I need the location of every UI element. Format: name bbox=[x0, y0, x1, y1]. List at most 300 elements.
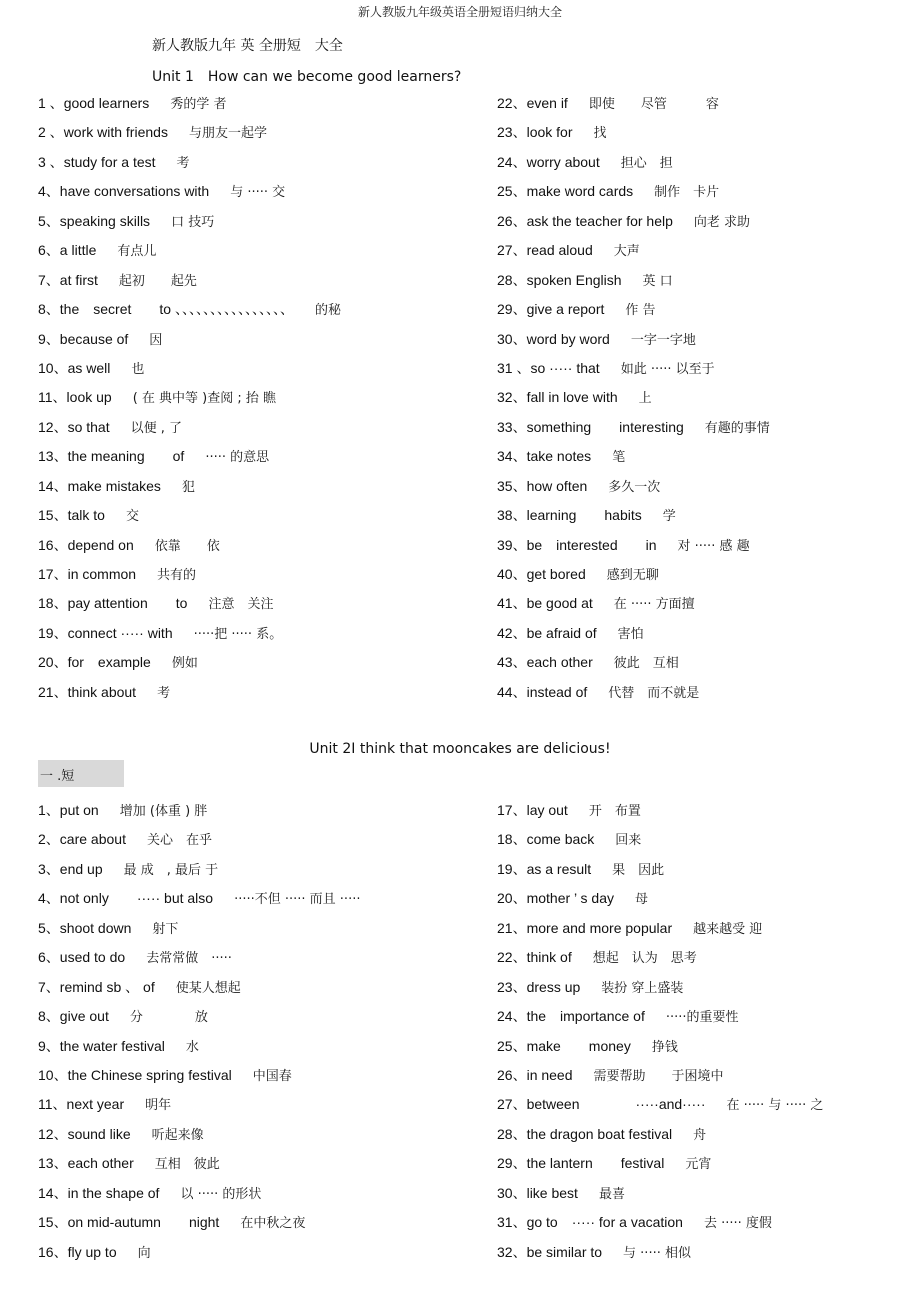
phrase-chinese: 向老 求助 bbox=[693, 214, 751, 230]
phrase-number: 1、 bbox=[38, 802, 60, 818]
phrase-number: 5、 bbox=[38, 919, 60, 936]
phrase-row bbox=[497, 1093, 917, 1122]
phrase-chinese: 有点儿 bbox=[117, 244, 157, 260]
phrase-english: so ····· that bbox=[530, 359, 600, 376]
phrase-row bbox=[38, 504, 488, 533]
phrase-row bbox=[497, 475, 917, 504]
phrase-english: next year bbox=[66, 1096, 125, 1113]
phrase-english: at first bbox=[59, 271, 98, 288]
phrase-number: 3、 bbox=[38, 860, 60, 877]
phrase-row bbox=[497, 976, 917, 1005]
phrase-row bbox=[38, 416, 488, 445]
phrase-row bbox=[497, 1152, 917, 1181]
phrase-number: 12、 bbox=[38, 418, 68, 435]
phrase-number: 18、 bbox=[38, 595, 68, 612]
phrase-english: give out bbox=[59, 1008, 109, 1025]
phrase-english: so that bbox=[67, 418, 110, 435]
phrase-row bbox=[38, 887, 488, 916]
phrase-number: 6、 bbox=[38, 242, 60, 259]
phrase-chinese: 装扮 穿上盛装 bbox=[601, 980, 684, 996]
phrase-row bbox=[497, 298, 917, 327]
phrase-number: 20、 bbox=[497, 890, 527, 907]
phrase-number: 32、 bbox=[497, 389, 527, 406]
phrase-number: 30、 bbox=[497, 1184, 527, 1201]
phrase-chinese: 挣钱 bbox=[651, 1039, 678, 1055]
phrase-english: spoken English bbox=[526, 271, 622, 288]
phrase-number: 22、 bbox=[497, 95, 527, 111]
phrase-english: the Chinese spring festival bbox=[67, 1066, 232, 1083]
phrase-number: 33、 bbox=[497, 418, 527, 435]
phrase-number: 17、 bbox=[497, 802, 527, 818]
phrase-english: be interested in bbox=[526, 536, 657, 553]
phrase-chinese: 感到无聊 bbox=[606, 568, 659, 583]
phrase-row bbox=[38, 622, 488, 651]
phrase-row bbox=[497, 328, 917, 357]
phrase-english: remind sb 、 of bbox=[59, 978, 155, 995]
phrase-english: speaking skills bbox=[59, 212, 151, 229]
phrase-chinese: 害怕 bbox=[617, 626, 644, 642]
phrase-number: 7、 bbox=[38, 978, 60, 995]
phrase-chinese: 秀的学 者 bbox=[170, 97, 227, 112]
phrase-number: 16、 bbox=[38, 1243, 68, 1260]
unit1-title: Unit 1 How can we become good learners? bbox=[152, 69, 462, 85]
phrase-number: 22、 bbox=[497, 949, 527, 966]
phrase-chinese: 注意 关注 bbox=[208, 597, 274, 613]
phrase-number: 11、 bbox=[38, 389, 67, 406]
phrase-chinese: 例如 bbox=[171, 656, 198, 672]
phrase-chinese: 与朋友一起学 bbox=[188, 126, 267, 142]
phrase-number: 23、 bbox=[497, 124, 527, 141]
phrase-number: 24、 bbox=[497, 153, 527, 170]
phrase-number: 13、 bbox=[38, 1155, 68, 1172]
phrase-number: 15、 bbox=[38, 1214, 68, 1231]
phrase-chinese: 在 ····· 与 ····· 之 bbox=[726, 1098, 824, 1114]
phrase-row bbox=[38, 799, 488, 828]
phrase-english: more and more popular bbox=[526, 919, 673, 936]
phrase-number: 25、 bbox=[497, 183, 527, 200]
phrase-row bbox=[38, 1152, 488, 1181]
phrase-row bbox=[497, 917, 917, 946]
phrase-english: used to do bbox=[59, 949, 126, 966]
phrase-chinese: 犯 bbox=[181, 479, 195, 495]
phrase-chinese: 交 bbox=[125, 509, 139, 525]
phrase-english: be similar to bbox=[526, 1243, 603, 1260]
phrase-chinese: 作 告 bbox=[625, 303, 656, 319]
phrase-english: sound like bbox=[67, 1125, 131, 1142]
phrase-number: 15、 bbox=[38, 507, 68, 524]
phrase-row bbox=[497, 416, 917, 445]
phrase-chinese: 代替 而不就是 bbox=[608, 685, 700, 701]
phrase-row bbox=[38, 534, 488, 563]
phrase-english: make money bbox=[526, 1037, 631, 1054]
phrase-chinese: 大声 bbox=[613, 244, 640, 260]
phrase-chinese: 也 bbox=[131, 361, 145, 377]
phrase-row bbox=[497, 386, 917, 415]
phrase-english: have conversations with bbox=[59, 183, 210, 200]
phrase-chinese: 学 bbox=[662, 509, 676, 525]
phrase-row bbox=[497, 180, 917, 209]
phrase-english: take notes bbox=[526, 448, 592, 465]
phrase-chinese: 考 bbox=[157, 685, 171, 701]
phrase-row bbox=[38, 592, 488, 621]
phrase-english: connect ····· with bbox=[67, 624, 173, 641]
phrase-number: 26、 bbox=[497, 212, 527, 229]
phrase-chinese: 果 因此 bbox=[612, 862, 665, 878]
phrase-chinese: 考 bbox=[176, 155, 190, 171]
phrase-chinese: 口 技巧 bbox=[171, 214, 215, 230]
phrase-row bbox=[497, 651, 917, 680]
phrase-chinese: 听起来像 bbox=[151, 1127, 204, 1143]
phrase-english: get bored bbox=[526, 566, 586, 582]
phrase-row bbox=[38, 445, 488, 474]
phrase-english: the water festival bbox=[59, 1037, 165, 1054]
phrase-number: 21、 bbox=[497, 919, 527, 936]
phrase-row bbox=[38, 1182, 488, 1211]
phrase-english: the lantern festival bbox=[526, 1155, 665, 1172]
phrase-number: 18、 bbox=[497, 831, 527, 848]
phrase-number: 44、 bbox=[497, 683, 527, 700]
phrase-chinese: 使某人想起 bbox=[175, 980, 241, 996]
phrase-row bbox=[38, 121, 488, 150]
unit1-left-column bbox=[38, 92, 488, 710]
phrase-row bbox=[38, 386, 488, 415]
phrase-row bbox=[497, 622, 917, 651]
phrase-row bbox=[38, 239, 488, 268]
phrase-row bbox=[497, 946, 917, 975]
phrase-chinese: ·····不但 ····· 而且 ····· bbox=[234, 892, 361, 908]
phrase-row bbox=[497, 563, 917, 592]
phrase-english: be good at bbox=[526, 595, 593, 612]
phrase-english: like best bbox=[526, 1184, 578, 1201]
phrase-chinese: 找 bbox=[593, 126, 607, 142]
phrase-number: 41、 bbox=[497, 595, 527, 612]
unit1-right-column bbox=[497, 92, 917, 710]
phrase-chinese: 与 ····· 交 bbox=[230, 185, 286, 201]
phrase-chinese: 需要帮助 于困境中 bbox=[593, 1068, 724, 1084]
phrase-chinese: 舟 bbox=[693, 1127, 707, 1143]
phrase-english: for example bbox=[67, 654, 151, 671]
phrase-number: 9、 bbox=[38, 1037, 60, 1054]
phrase-chinese: 增加 (体重 ) 胖 bbox=[119, 804, 208, 819]
phrase-english: care about bbox=[59, 831, 126, 848]
phrase-number: 31 、 bbox=[497, 359, 531, 376]
phrase-row bbox=[38, 976, 488, 1005]
phrase-english: on mid-autumn night bbox=[67, 1214, 220, 1231]
phrase-english: the secret to 、、、、、、、、、、、、、、、、 bbox=[59, 301, 294, 318]
phrase-chinese: 共有的 bbox=[157, 568, 197, 583]
phrase-number: 42、 bbox=[497, 624, 527, 641]
phrase-number: 27、 bbox=[497, 242, 527, 259]
phrase-english: each other bbox=[67, 1155, 134, 1172]
phrase-chinese: 越来越受 迎 bbox=[693, 921, 763, 937]
phrase-english: talk to bbox=[67, 507, 105, 524]
phrase-row bbox=[497, 445, 917, 474]
phrase-chinese: 母 bbox=[634, 892, 648, 908]
section-label: 一 .短 bbox=[38, 760, 124, 787]
phrase-row bbox=[497, 1035, 917, 1064]
phrase-chinese: 彼此 互相 bbox=[613, 656, 679, 672]
phrase-chinese: 向 bbox=[137, 1245, 151, 1261]
phrase-row bbox=[497, 1005, 917, 1034]
phrase-chinese: 最喜 bbox=[598, 1186, 625, 1202]
phrase-chinese: 因 bbox=[149, 332, 163, 348]
phrase-row bbox=[497, 239, 917, 268]
phrase-chinese: 开 布置 bbox=[588, 804, 641, 819]
phrase-number: 34、 bbox=[497, 448, 527, 465]
phrase-english: even if bbox=[526, 95, 568, 111]
phrase-number: 4、 bbox=[38, 890, 60, 907]
phrase-number: 11、 bbox=[38, 1096, 67, 1113]
phrase-english: go to ····· for a vacation bbox=[526, 1214, 683, 1231]
phrase-chinese: 以 ····· 的形状 bbox=[180, 1186, 262, 1202]
phrase-english: not only ····· but also bbox=[59, 890, 214, 907]
phrase-number: 28、 bbox=[497, 1125, 527, 1142]
phrase-english: the dragon boat festival bbox=[526, 1125, 673, 1142]
phrase-number: 6、 bbox=[38, 949, 60, 966]
phrase-english: good learners bbox=[63, 95, 150, 111]
phrase-number: 20、 bbox=[38, 654, 68, 671]
phrase-row bbox=[38, 210, 488, 239]
phrase-number: 40、 bbox=[497, 566, 527, 582]
phrase-chinese: 想起 认为 思考 bbox=[592, 951, 697, 967]
phrase-chinese: 上 bbox=[638, 391, 652, 407]
phrase-number: 1 、 bbox=[38, 95, 64, 111]
phrase-row bbox=[38, 357, 488, 386]
phrase-row bbox=[497, 1241, 917, 1270]
phrase-row bbox=[497, 121, 917, 150]
phrase-chinese: 依靠 依 bbox=[154, 538, 220, 554]
phrase-row bbox=[497, 828, 917, 857]
phrase-english: fall in love with bbox=[526, 389, 618, 406]
unit2-left-column bbox=[38, 799, 488, 1270]
phrase-number: 3 、 bbox=[38, 153, 64, 170]
unit2-right-column bbox=[497, 799, 917, 1270]
phrase-row bbox=[38, 1035, 488, 1064]
phrase-english: come back bbox=[526, 831, 595, 848]
phrase-chinese: 去常常做 ····· bbox=[146, 951, 232, 967]
phrase-english: look up bbox=[66, 389, 112, 406]
phrase-row bbox=[38, 946, 488, 975]
phrase-number: 7、 bbox=[38, 271, 60, 288]
phrase-english: pay attention to bbox=[67, 595, 188, 612]
phrase-english: word by word bbox=[526, 330, 610, 347]
phrase-english: end up bbox=[59, 860, 103, 877]
phrase-row bbox=[497, 534, 917, 563]
phrase-row bbox=[38, 828, 488, 857]
phrase-row bbox=[38, 1093, 488, 1122]
phrase-number: 4、 bbox=[38, 183, 60, 200]
phrase-english: look for bbox=[526, 124, 573, 141]
phrase-row bbox=[497, 799, 917, 828]
phrase-english: make word cards bbox=[526, 183, 634, 200]
phrase-chinese: 如此 ····· 以至于 bbox=[620, 361, 715, 377]
phrase-english: shoot down bbox=[59, 919, 132, 936]
phrase-chinese: 明年 bbox=[145, 1098, 172, 1114]
phrase-row bbox=[497, 887, 917, 916]
phrase-number: 24、 bbox=[497, 1008, 527, 1025]
phrase-chinese: 在 ····· 方面擅 bbox=[613, 597, 695, 613]
phrase-number: 31、 bbox=[497, 1214, 527, 1231]
phrase-english: think about bbox=[67, 683, 137, 700]
phrase-row bbox=[38, 298, 488, 327]
document-title: 新人教版九年 英 全册短 大全 bbox=[152, 38, 343, 54]
phrase-english: how often bbox=[526, 477, 588, 494]
phrase-english: work with friends bbox=[63, 124, 168, 141]
phrase-row bbox=[38, 1005, 488, 1034]
phrase-english: the importance of bbox=[526, 1008, 645, 1025]
phrase-english: the meaning of bbox=[67, 448, 185, 465]
phrase-english: between ·····and····· bbox=[526, 1096, 706, 1113]
phrase-row bbox=[38, 1123, 488, 1152]
phrase-chinese: ····· 的意思 bbox=[205, 450, 270, 466]
phrase-english: as well bbox=[67, 359, 111, 376]
phrase-number: 25、 bbox=[497, 1037, 527, 1054]
running-head: 新人教版九年级英语全册短语归纳大全 bbox=[357, 5, 562, 19]
phrase-row bbox=[38, 180, 488, 209]
phrase-english: each other bbox=[526, 654, 593, 671]
phrase-row bbox=[497, 210, 917, 239]
phrase-number: 8、 bbox=[38, 301, 60, 318]
phrase-number: 21、 bbox=[38, 683, 68, 700]
phrase-number: 9、 bbox=[38, 330, 60, 347]
phrase-chinese: 以便 , 了 bbox=[130, 420, 183, 436]
phrase-chinese: ·····的重要性 bbox=[665, 1010, 739, 1026]
phrase-english: mother ’ s day bbox=[526, 890, 614, 907]
phrase-english: in the shape of bbox=[67, 1184, 160, 1201]
phrase-number: 10、 bbox=[38, 1066, 68, 1083]
phrase-chinese: 水 bbox=[185, 1039, 199, 1055]
phrase-chinese: 起初 起先 bbox=[118, 273, 197, 289]
phrase-chinese: 去 ····· 度假 bbox=[703, 1216, 772, 1232]
phrase-chinese: 中国春 bbox=[252, 1068, 292, 1084]
phrase-number: 17、 bbox=[38, 566, 68, 582]
phrase-chinese: 最 成 , 最后 于 bbox=[123, 862, 219, 878]
phrase-english: instead of bbox=[526, 683, 588, 700]
phrase-row bbox=[38, 651, 488, 680]
phrase-number: 10、 bbox=[38, 359, 68, 376]
phrase-number: 27、 bbox=[497, 1096, 527, 1113]
phrase-english: in need bbox=[526, 1066, 573, 1083]
phrase-number: 43、 bbox=[497, 654, 527, 671]
phrase-number: 28、 bbox=[497, 271, 527, 288]
phrase-number: 29、 bbox=[497, 1155, 527, 1172]
phrase-row bbox=[38, 475, 488, 504]
phrase-number: 23、 bbox=[497, 978, 527, 995]
phrase-number: 16、 bbox=[38, 536, 68, 553]
phrase-english: dress up bbox=[526, 978, 581, 995]
phrase-row bbox=[497, 858, 917, 887]
phrase-row bbox=[38, 1064, 488, 1093]
phrase-row bbox=[497, 1182, 917, 1211]
phrase-english: think of bbox=[526, 949, 572, 966]
phrase-english: give a report bbox=[526, 301, 605, 318]
phrase-row bbox=[38, 858, 488, 887]
phrase-row bbox=[497, 1211, 917, 1240]
phrase-chinese: ·····把 ····· 系。 bbox=[193, 626, 283, 642]
phrase-row bbox=[38, 681, 488, 710]
phrase-number: 29、 bbox=[497, 301, 527, 318]
phrase-chinese: 英 口 bbox=[642, 273, 673, 289]
phrase-number: 12、 bbox=[38, 1125, 68, 1142]
phrase-row bbox=[38, 563, 488, 592]
phrase-english: worry about bbox=[526, 153, 600, 170]
phrase-english: fly up to bbox=[67, 1243, 117, 1260]
phrase-number: 8、 bbox=[38, 1008, 60, 1025]
phrase-number: 13、 bbox=[38, 448, 68, 465]
phrase-row bbox=[497, 681, 917, 710]
phrase-chinese: 多久一次 bbox=[608, 479, 661, 495]
phrase-english: read aloud bbox=[526, 242, 593, 259]
phrase-english: in common bbox=[67, 566, 137, 582]
phrase-chinese: 关心 在乎 bbox=[146, 833, 212, 849]
phrase-chinese: 即使 尽管 容 bbox=[588, 97, 719, 112]
phrase-chinese: 元宵 bbox=[685, 1157, 712, 1173]
phrase-chinese: 对 ····· 感 趣 bbox=[677, 538, 750, 554]
phrase-english: as a result bbox=[526, 860, 592, 877]
phrase-row bbox=[497, 92, 917, 121]
phrase-number: 39、 bbox=[497, 536, 527, 553]
phrase-english: put on bbox=[59, 802, 99, 818]
phrase-number: 35、 bbox=[497, 477, 527, 494]
phrase-chinese: ( 在 典中等 )查阅 ; 抬 瞧 bbox=[132, 391, 277, 407]
phrase-english: make mistakes bbox=[67, 477, 161, 494]
phrase-chinese: 的秘 bbox=[314, 303, 341, 319]
phrase-english: lay out bbox=[526, 802, 568, 818]
phrase-row bbox=[38, 151, 488, 180]
phrase-english: because of bbox=[59, 330, 129, 347]
phrase-row bbox=[497, 357, 917, 386]
phrase-english: be afraid of bbox=[526, 624, 597, 641]
phrase-row bbox=[38, 1241, 488, 1270]
phrase-row bbox=[38, 1211, 488, 1240]
unit2-title: Unit 2I think that mooncakes are delicious! bbox=[309, 741, 611, 757]
phrase-row bbox=[497, 1123, 917, 1152]
phrase-english: something interesting bbox=[526, 418, 684, 435]
phrase-english: ask the teacher for help bbox=[526, 212, 673, 229]
phrase-row bbox=[497, 592, 917, 621]
phrase-chinese: 有趣的事情 bbox=[704, 420, 770, 436]
phrase-english: depend on bbox=[67, 536, 134, 553]
phrase-chinese: 互相 彼此 bbox=[154, 1157, 220, 1173]
phrase-chinese: 与 ····· 相似 bbox=[623, 1245, 691, 1261]
phrase-english: a little bbox=[59, 242, 97, 259]
phrase-number: 19、 bbox=[497, 860, 527, 877]
phrase-chinese: 笔 bbox=[612, 450, 626, 466]
phrase-number: 38、 bbox=[497, 507, 527, 524]
phrase-row bbox=[497, 504, 917, 533]
phrase-chinese: 制作 卡片 bbox=[654, 185, 720, 201]
phrase-row bbox=[38, 92, 488, 121]
phrase-number: 32、 bbox=[497, 1243, 527, 1260]
phrase-row bbox=[497, 269, 917, 298]
phrase-number: 14、 bbox=[38, 477, 68, 494]
phrase-number: 2 、 bbox=[38, 124, 64, 141]
phrase-chinese: 一字一字地 bbox=[630, 332, 696, 348]
phrase-row bbox=[38, 328, 488, 357]
phrase-english: study for a test bbox=[63, 153, 156, 170]
phrase-row bbox=[38, 917, 488, 946]
phrase-number: 30、 bbox=[497, 330, 527, 347]
phrase-row bbox=[497, 1064, 917, 1093]
phrase-number: 19、 bbox=[38, 624, 68, 641]
phrase-number: 26、 bbox=[497, 1066, 527, 1083]
phrase-number: 5、 bbox=[38, 212, 60, 229]
phrase-number: 14、 bbox=[38, 1184, 68, 1201]
phrase-number: 2、 bbox=[38, 831, 60, 848]
phrase-chinese: 射下 bbox=[152, 921, 179, 937]
phrase-english: learning habits bbox=[526, 507, 642, 524]
phrase-row bbox=[497, 151, 917, 180]
